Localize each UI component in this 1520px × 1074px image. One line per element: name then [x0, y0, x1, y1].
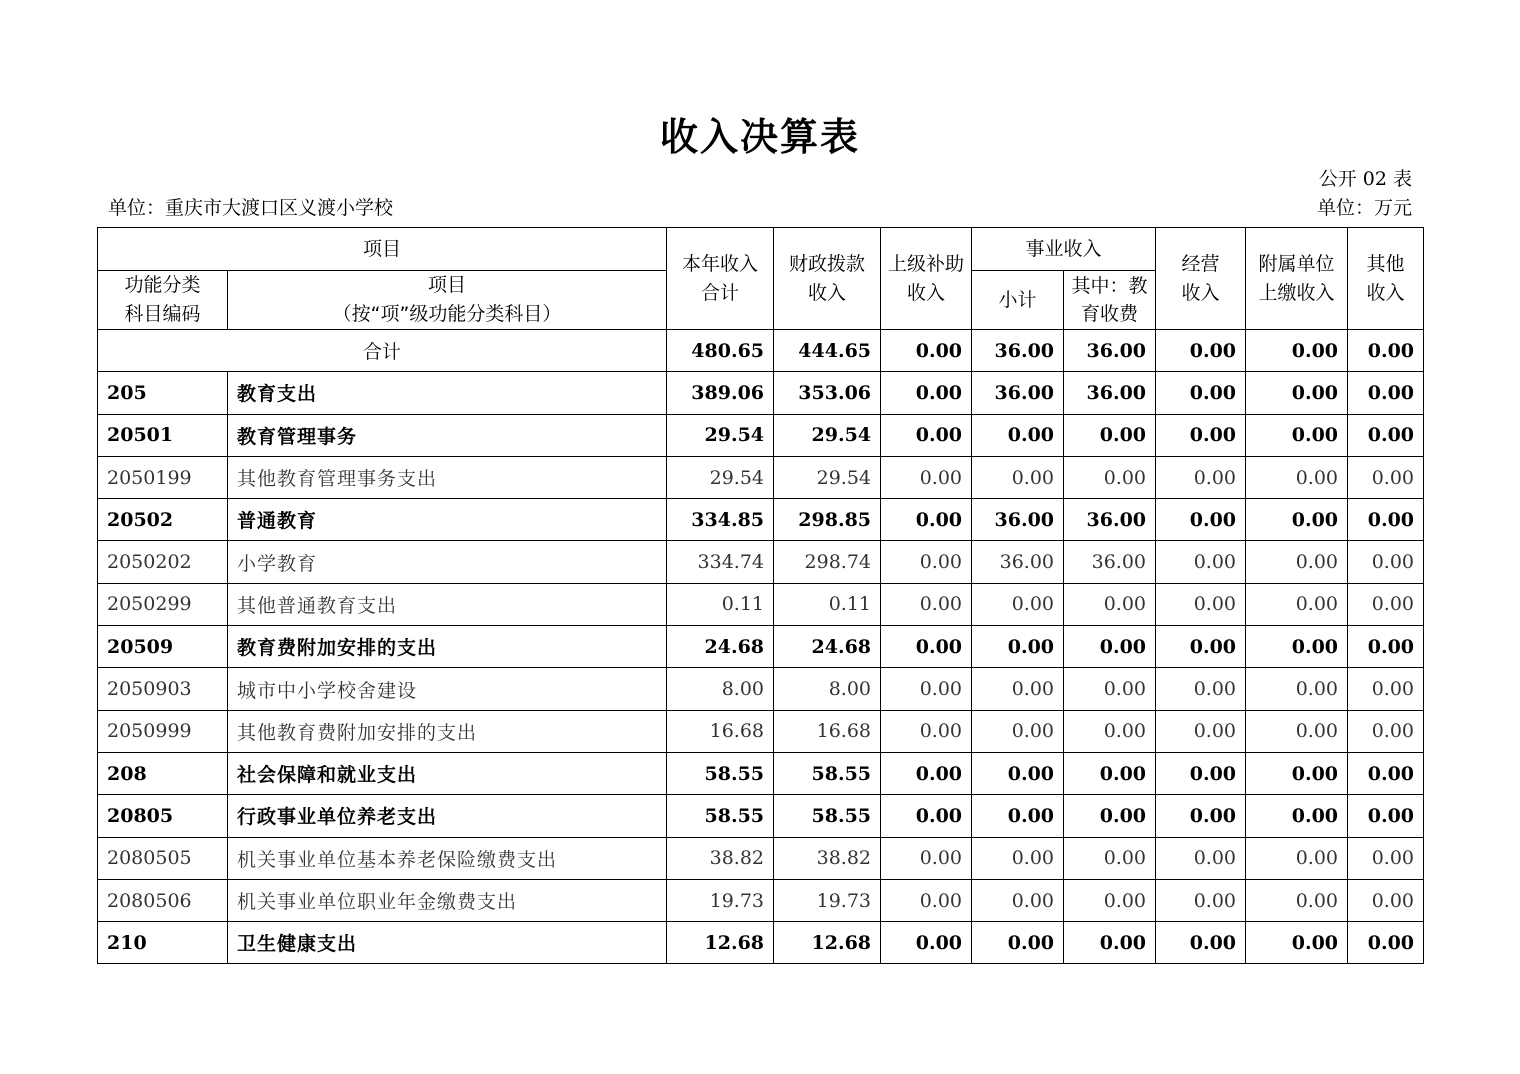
row-value: 0.00	[881, 795, 972, 837]
row-value: 389.06	[667, 372, 774, 414]
row-name: 其他教育管理事务支出	[228, 456, 667, 498]
header-fiscal: 财政拨款收入	[774, 228, 881, 330]
row-value: 0.00	[972, 626, 1064, 668]
row-value: 0.00	[972, 879, 1064, 921]
row-value: 19.73	[667, 879, 774, 921]
row-value: 36.00	[972, 541, 1064, 583]
table-row	[98, 414, 1424, 456]
row-name: 行政事业单位养老支出	[228, 795, 667, 837]
form-number: 公开 02 表	[1318, 168, 1412, 190]
row-value: 0.00	[1348, 837, 1424, 879]
row-name: 城市中小学校舍建设	[228, 668, 667, 710]
header-edu-fee: 其中：教育收费	[1064, 271, 1156, 330]
row-code: 210	[98, 922, 228, 964]
row-value: 0.00	[1064, 414, 1156, 456]
row-value: 12.68	[667, 922, 774, 964]
row-value: 334.85	[667, 499, 774, 541]
row-value: 0.00	[1246, 583, 1348, 625]
row-code: 20502	[98, 499, 228, 541]
row-value: 0.00	[1064, 879, 1156, 921]
row-value: 0.00	[1064, 922, 1156, 964]
header-other: 其他收入	[1348, 228, 1424, 330]
row-value: 0.00	[1064, 710, 1156, 752]
row-value: 58.55	[774, 795, 881, 837]
row-name: 小学教育	[228, 541, 667, 583]
row-value: 16.68	[667, 710, 774, 752]
row-value: 0.00	[1246, 372, 1348, 414]
row-value: 29.54	[774, 414, 881, 456]
table-row	[98, 456, 1424, 498]
header-item: 项目 （按“项”级功能分类科目）	[228, 271, 667, 330]
table-row	[98, 837, 1424, 879]
row-value: 353.06	[774, 372, 881, 414]
row-value: 0.00	[881, 922, 972, 964]
row-value: 38.82	[667, 837, 774, 879]
row-code: 2080505	[98, 837, 228, 879]
total-cell: 444.65	[774, 330, 881, 372]
row-value: 0.00	[1348, 752, 1424, 794]
row-value: 0.00	[972, 752, 1064, 794]
row-value: 0.00	[1246, 795, 1348, 837]
page-title: 收入决算表	[659, 115, 860, 159]
row-value: 0.00	[1348, 499, 1424, 541]
row-value: 0.11	[774, 583, 881, 625]
row-value: 0.00	[1064, 583, 1156, 625]
table-row	[98, 752, 1424, 794]
row-value: 0.00	[1246, 626, 1348, 668]
row-value: 0.00	[972, 837, 1064, 879]
row-name: 机关事业单位基本养老保险缴费支出	[228, 837, 667, 879]
row-code: 20805	[98, 795, 228, 837]
row-value: 0.00	[1156, 372, 1246, 414]
row-value: 0.00	[972, 795, 1064, 837]
row-value: 0.00	[881, 668, 972, 710]
row-value: 0.00	[881, 414, 972, 456]
row-code: 2050903	[98, 668, 228, 710]
row-value: 0.00	[881, 710, 972, 752]
row-value: 334.74	[667, 541, 774, 583]
header-affiliated: 附属单位上缴收入	[1246, 228, 1348, 330]
income-table	[97, 227, 1424, 964]
row-value: 0.00	[881, 837, 972, 879]
row-value: 0.00	[1064, 752, 1156, 794]
row-value: 0.00	[1246, 879, 1348, 921]
row-code: 20509	[98, 626, 228, 668]
table-row	[98, 710, 1424, 752]
row-value: 0.00	[1064, 837, 1156, 879]
row-value: 29.54	[774, 456, 881, 498]
row-value: 38.82	[774, 837, 881, 879]
row-value: 29.54	[667, 456, 774, 498]
header-code: 功能分类科目编码	[98, 271, 228, 330]
table-row	[98, 626, 1424, 668]
row-value: 0.00	[881, 626, 972, 668]
header-subtotal: 小计	[972, 271, 1064, 330]
row-code: 2080506	[98, 879, 228, 921]
total-cell: 480.65	[667, 330, 774, 372]
row-name: 卫生健康支出	[228, 922, 667, 964]
row-value: 24.68	[667, 626, 774, 668]
row-name: 普通教育	[228, 499, 667, 541]
row-code: 2050202	[98, 541, 228, 583]
row-value: 0.00	[972, 414, 1064, 456]
header-superior: 上级补助收入	[881, 228, 972, 330]
row-value: 0.00	[972, 922, 1064, 964]
row-value: 12.68	[774, 922, 881, 964]
row-value: 0.00	[1348, 710, 1424, 752]
row-value: 0.00	[1156, 414, 1246, 456]
row-code: 2050999	[98, 710, 228, 752]
row-value: 0.11	[667, 583, 774, 625]
row-value: 0.00	[1156, 795, 1246, 837]
row-value: 0.00	[1246, 456, 1348, 498]
total-cell: 0.00	[1348, 330, 1424, 372]
row-value: 58.55	[667, 752, 774, 794]
row-value: 58.55	[774, 752, 881, 794]
row-value: 0.00	[1348, 456, 1424, 498]
row-value: 0.00	[1156, 879, 1246, 921]
total-cell: 0.00	[881, 330, 972, 372]
row-value: 0.00	[1348, 541, 1424, 583]
header-project: 项目	[98, 228, 667, 271]
row-value: 0.00	[1156, 541, 1246, 583]
row-value: 0.00	[881, 372, 972, 414]
row-value: 0.00	[1348, 879, 1424, 921]
row-value: 0.00	[1064, 626, 1156, 668]
row-value: 0.00	[1156, 710, 1246, 752]
header-operating: 经营收入	[1156, 228, 1246, 330]
row-value: 0.00	[972, 583, 1064, 625]
row-value: 0.00	[1156, 752, 1246, 794]
row-value: 8.00	[667, 668, 774, 710]
row-value: 0.00	[1156, 499, 1246, 541]
row-name: 其他教育费附加安排的支出	[228, 710, 667, 752]
row-value: 36.00	[1064, 541, 1156, 583]
row-code: 2050199	[98, 456, 228, 498]
row-value: 0.00	[1246, 752, 1348, 794]
header-business: 事业收入	[972, 228, 1156, 271]
row-value: 298.85	[774, 499, 881, 541]
header-total: 本年收入合计	[667, 228, 774, 330]
row-value: 24.68	[774, 626, 881, 668]
table-row	[98, 372, 1424, 414]
total-cell: 36.00	[972, 330, 1064, 372]
row-value: 0.00	[1246, 922, 1348, 964]
row-value: 36.00	[972, 499, 1064, 541]
row-code: 20501	[98, 414, 228, 456]
total-row	[98, 330, 1424, 372]
row-value: 58.55	[667, 795, 774, 837]
row-code: 205	[98, 372, 228, 414]
row-value: 0.00	[1348, 795, 1424, 837]
row-value: 36.00	[1064, 499, 1156, 541]
row-value: 0.00	[881, 456, 972, 498]
row-value: 0.00	[1246, 710, 1348, 752]
total-cell: 36.00	[1064, 330, 1156, 372]
row-value: 0.00	[1156, 456, 1246, 498]
organization-unit: 单位：重庆市大渡口区义渡小学校	[108, 197, 394, 219]
row-value: 0.00	[1064, 668, 1156, 710]
row-value: 0.00	[1246, 668, 1348, 710]
table-row	[98, 668, 1424, 710]
row-value: 0.00	[1246, 499, 1348, 541]
table-row	[98, 922, 1424, 964]
row-value: 0.00	[1156, 668, 1246, 710]
row-code: 208	[98, 752, 228, 794]
row-value: 36.00	[1064, 372, 1156, 414]
row-value: 0.00	[1348, 668, 1424, 710]
row-code: 2050299	[98, 583, 228, 625]
row-value: 0.00	[1064, 456, 1156, 498]
row-value: 36.00	[972, 372, 1064, 414]
total-cell: 0.00	[1246, 330, 1348, 372]
table-row	[98, 879, 1424, 921]
table-row	[98, 499, 1424, 541]
row-value: 0.00	[881, 499, 972, 541]
row-value: 0.00	[1246, 541, 1348, 583]
row-name: 其他普通教育支出	[228, 583, 667, 625]
row-value: 0.00	[1156, 626, 1246, 668]
row-value: 0.00	[1348, 626, 1424, 668]
row-value: 0.00	[1156, 922, 1246, 964]
row-value: 0.00	[1348, 414, 1424, 456]
table-row	[98, 541, 1424, 583]
row-value: 298.74	[774, 541, 881, 583]
row-value: 0.00	[1246, 414, 1348, 456]
row-value: 19.73	[774, 879, 881, 921]
row-value: 0.00	[1156, 583, 1246, 625]
row-value: 0.00	[972, 668, 1064, 710]
table-row	[98, 795, 1424, 837]
row-value: 8.00	[774, 668, 881, 710]
row-value: 0.00	[881, 752, 972, 794]
row-value: 0.00	[972, 710, 1064, 752]
row-value: 0.00	[881, 583, 972, 625]
row-value: 0.00	[1156, 837, 1246, 879]
total-cell: 0.00	[1156, 330, 1246, 372]
currency-unit: 单位：万元	[1316, 197, 1412, 219]
row-value: 0.00	[1064, 795, 1156, 837]
row-value: 16.68	[774, 710, 881, 752]
row-value: 0.00	[1348, 922, 1424, 964]
row-name: 教育费附加安排的支出	[228, 626, 667, 668]
row-value: 0.00	[1246, 837, 1348, 879]
row-value: 0.00	[881, 879, 972, 921]
table-row	[98, 583, 1424, 625]
row-value: 0.00	[1348, 583, 1424, 625]
row-name: 社会保障和就业支出	[228, 752, 667, 794]
row-name: 教育支出	[228, 372, 667, 414]
total-label: 合计	[98, 330, 667, 372]
row-value: 29.54	[667, 414, 774, 456]
row-value: 0.00	[972, 456, 1064, 498]
row-name: 机关事业单位职业年金缴费支出	[228, 879, 667, 921]
row-value: 0.00	[881, 541, 972, 583]
row-name: 教育管理事务	[228, 414, 667, 456]
row-value: 0.00	[1348, 372, 1424, 414]
